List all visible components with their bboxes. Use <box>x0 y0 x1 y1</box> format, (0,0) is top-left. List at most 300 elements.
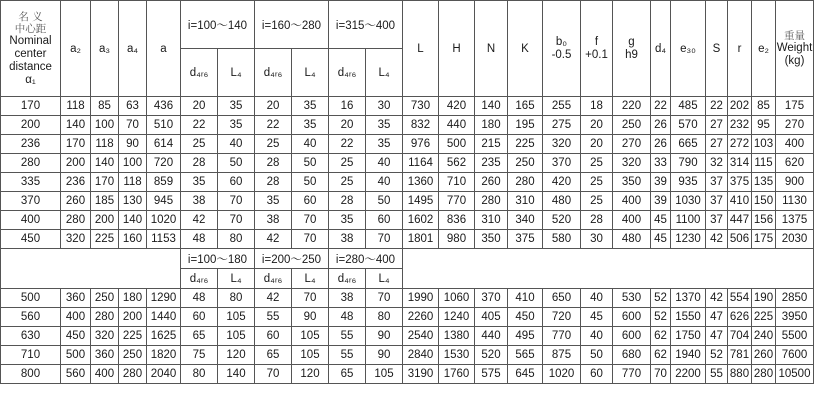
table-cell: 47 <box>706 308 728 327</box>
table-cell: 175 <box>752 230 776 249</box>
table-cell: 22 <box>181 116 218 135</box>
table-cell: 770 <box>613 365 651 384</box>
table-cell: 560 <box>1 308 61 327</box>
table-cell: 560 <box>61 365 91 384</box>
table-cell: 50 <box>218 154 255 173</box>
table-cell: 35 <box>181 173 218 192</box>
table-cell: 90 <box>366 346 403 365</box>
table-cell: 60 <box>581 365 613 384</box>
table-cell: 280 <box>1 154 61 173</box>
table-cell: 2540 <box>403 327 439 346</box>
header-L: L <box>403 1 439 97</box>
table-cell: 710 <box>1 346 61 365</box>
table-cell: 39 <box>651 192 671 211</box>
table-cell: 400 <box>91 365 119 384</box>
table-cell: 480 <box>543 192 581 211</box>
table-cell: 135 <box>752 173 776 192</box>
table-cell: 48 <box>181 289 218 308</box>
table-cell: 240 <box>752 327 776 346</box>
table-cell: 510 <box>147 116 181 135</box>
table-cell: 28 <box>181 154 218 173</box>
table-cell: 270 <box>613 135 651 154</box>
table-cell: 440 <box>475 327 508 346</box>
table-cell: 1801 <box>403 230 439 249</box>
table-cell: 60 <box>255 327 292 346</box>
table-cell: 90 <box>366 327 403 346</box>
table-cell: 70 <box>218 211 255 230</box>
table-cell: 520 <box>475 346 508 365</box>
f-label: f <box>594 35 599 48</box>
table-cell: 150 <box>752 192 776 211</box>
table-cell: 42 <box>706 289 728 308</box>
table-cell: 103 <box>752 135 776 154</box>
header-a4: a₄ <box>119 1 147 97</box>
header-N: N <box>475 1 508 97</box>
table-cell: 60 <box>218 173 255 192</box>
table-cell: 47 <box>706 327 728 346</box>
table-cell: 22 <box>706 97 728 116</box>
table-cell: 42 <box>255 289 292 308</box>
table-cell: 35 <box>218 116 255 135</box>
table-cell: 200 <box>119 308 147 327</box>
table-cell: 1495 <box>403 192 439 211</box>
table-cell: 370 <box>1 192 61 211</box>
nominal-en: Nominal <box>9 34 52 47</box>
table-cell: 27 <box>706 135 728 154</box>
table-cell: 255 <box>543 97 581 116</box>
table-cell: 2030 <box>776 230 814 249</box>
table-cell: 55 <box>255 308 292 327</box>
table-cell: 420 <box>543 173 581 192</box>
table-cell: 55 <box>329 346 366 365</box>
secondary-ratio-group-1: i=100～180 <box>181 249 255 269</box>
table-cell: 875 <box>543 346 581 365</box>
table-cell: 70 <box>218 192 255 211</box>
header-a: a <box>147 1 181 97</box>
table-cell: 1100 <box>671 211 706 230</box>
table-row <box>1 154 814 173</box>
table-cell: 42 <box>706 230 728 249</box>
table-cell: 25 <box>329 173 366 192</box>
table-cell: 880 <box>728 365 752 384</box>
table-cell: 33 <box>651 154 671 173</box>
table-cell: 35 <box>366 135 403 154</box>
table-cell: 600 <box>613 308 651 327</box>
table-cell: 440 <box>439 116 475 135</box>
table-cell: 1990 <box>403 289 439 308</box>
table-cell: 250 <box>91 289 119 308</box>
table-cell: 500 <box>439 135 475 154</box>
table-cell: 2200 <box>671 365 706 384</box>
table-cell: 275 <box>543 116 581 135</box>
table-row <box>1 97 814 116</box>
table-cell: 280 <box>752 365 776 384</box>
table-cell: 38 <box>181 192 218 211</box>
table-cell: 225 <box>119 327 147 346</box>
table-cell: 70 <box>292 230 329 249</box>
table-cell: 170 <box>61 135 91 154</box>
secondary-ratio-group-3: i=280～400 <box>329 249 403 269</box>
header-d-2: d₄ᵣ₆ <box>255 49 292 97</box>
table-cell: 25 <box>181 135 218 154</box>
table-cell: 42 <box>181 211 218 230</box>
table-cell: 260 <box>752 346 776 365</box>
table-cell: 280 <box>61 211 91 230</box>
table-cell: 100 <box>91 116 119 135</box>
secondary-header-L4-3: L₄ <box>366 269 403 289</box>
table-cell: 370 <box>543 154 581 173</box>
table-cell: 562 <box>439 154 475 173</box>
table-cell: 25 <box>581 173 613 192</box>
table-cell: 25 <box>255 135 292 154</box>
table-cell: 140 <box>61 116 91 135</box>
table-body-top <box>1 97 814 249</box>
table-cell: 680 <box>613 346 651 365</box>
table-cell: 65 <box>255 346 292 365</box>
header-S: S <box>706 1 728 97</box>
center-en: center <box>14 47 47 60</box>
table-cell: 60 <box>366 211 403 230</box>
table-cell: 2840 <box>403 346 439 365</box>
table-cell: 645 <box>508 365 543 384</box>
table-cell: 85 <box>752 97 776 116</box>
table-cell: 1750 <box>671 327 706 346</box>
table-cell: 70 <box>292 289 329 308</box>
table-cell: 45 <box>581 308 613 327</box>
table-cell: 3950 <box>776 308 814 327</box>
table-cell: 50 <box>292 173 329 192</box>
header-f <box>581 1 613 97</box>
header-center-distance <box>1 1 61 97</box>
table-cell: 215 <box>475 135 508 154</box>
table-cell: 2040 <box>147 365 181 384</box>
table-cell: 360 <box>91 346 119 365</box>
header-ratio-group-2: i=160～280 <box>255 1 329 49</box>
table-cell: 118 <box>61 97 91 116</box>
table-row <box>1 116 814 135</box>
table-row <box>1 192 814 211</box>
table-cell: 400 <box>1 211 61 230</box>
table-cell: 320 <box>543 135 581 154</box>
table-cell: 20 <box>329 116 366 135</box>
table-cell: 320 <box>61 230 91 249</box>
table-cell: 105 <box>218 327 255 346</box>
table-cell: 16 <box>329 97 366 116</box>
table-cell: 70 <box>119 116 147 135</box>
table-cell: 370 <box>475 289 508 308</box>
table-cell: 375 <box>508 230 543 249</box>
table-cell: 105 <box>366 365 403 384</box>
table-cell: 1550 <box>671 308 706 327</box>
header-L4-2: L₄ <box>292 49 329 97</box>
table-cell: 62 <box>651 346 671 365</box>
table-cell: 20 <box>581 116 613 135</box>
table-cell: 272 <box>728 135 752 154</box>
alpha1-label: α₁ <box>25 73 36 86</box>
table-cell: 28 <box>255 154 292 173</box>
header-r: r <box>728 1 752 97</box>
table-cell: 180 <box>475 116 508 135</box>
table-cell: 70 <box>255 365 292 384</box>
table-cell: 165 <box>508 97 543 116</box>
table-cell: 70 <box>366 230 403 249</box>
table-cell: 1020 <box>543 365 581 384</box>
table-cell: 710 <box>439 173 475 192</box>
weight-cn: 重量 <box>784 29 805 42</box>
table-cell: 410 <box>728 192 752 211</box>
header-g <box>613 1 651 97</box>
header-a2: a₂ <box>61 1 91 97</box>
table-cell: 2850 <box>776 289 814 308</box>
table-cell: 400 <box>61 308 91 327</box>
table-cell: 800 <box>1 365 61 384</box>
table-row <box>1 211 814 230</box>
table-cell: 40 <box>581 327 613 346</box>
secondary-header-d-3: d₄ᵣ₆ <box>329 269 366 289</box>
table-row <box>1 308 814 327</box>
table-cell: 80 <box>366 308 403 327</box>
secondary-header-d-2: d₄ᵣ₆ <box>255 269 292 289</box>
table-cell: 1760 <box>439 365 475 384</box>
table-cell: 20 <box>255 97 292 116</box>
table-cell: 70 <box>651 365 671 384</box>
table-row <box>1 173 814 192</box>
table-cell: 60 <box>181 308 218 327</box>
table-cell: 30 <box>366 97 403 116</box>
table-cell: 770 <box>543 327 581 346</box>
table-cell: 565 <box>508 346 543 365</box>
table-cell: 35 <box>329 211 366 230</box>
table-row <box>1 346 814 365</box>
table-cell: 600 <box>613 327 651 346</box>
table-cell: 170 <box>91 173 119 192</box>
table-cell: 320 <box>91 327 119 346</box>
table-cell: 90 <box>292 308 329 327</box>
table-cell: 236 <box>1 135 61 154</box>
table-cell: 80 <box>218 289 255 308</box>
table-cell: 570 <box>671 116 706 135</box>
table-cell: 450 <box>61 327 91 346</box>
table-cell: 280 <box>475 192 508 211</box>
header-ratio-group-3: i=315～400 <box>329 1 403 49</box>
table-cell: 859 <box>147 173 181 192</box>
table-cell: 22 <box>329 135 366 154</box>
table-cell: 250 <box>508 154 543 173</box>
table-cell: 1060 <box>439 289 475 308</box>
table-cell: 52 <box>651 289 671 308</box>
table-cell: 75 <box>181 346 218 365</box>
table-cell: 236 <box>61 173 91 192</box>
secondary-header-L4-1: L₄ <box>218 269 255 289</box>
table-cell: 400 <box>613 211 651 230</box>
table-cell: 25 <box>329 154 366 173</box>
table-cell: 45 <box>651 230 671 249</box>
table-cell: 18 <box>581 97 613 116</box>
center-cn: 中心距 <box>14 22 47 35</box>
table-cell: 35 <box>366 116 403 135</box>
table-cell: 5500 <box>776 327 814 346</box>
table-cell: 280 <box>119 365 147 384</box>
table-cell: 626 <box>728 308 752 327</box>
table-cell: 202 <box>728 97 752 116</box>
header-e30: e₃₀ <box>671 1 706 97</box>
table-cell: 42 <box>255 230 292 249</box>
table-cell: 225 <box>91 230 119 249</box>
table-cell: 20 <box>181 97 218 116</box>
table-cell: 832 <box>403 116 439 135</box>
table-cell: 935 <box>671 173 706 192</box>
table-cell: 360 <box>61 289 91 308</box>
table-cell: 35 <box>255 192 292 211</box>
table-cell: 38 <box>329 230 366 249</box>
table-cell: 436 <box>147 97 181 116</box>
table-cell: 140 <box>218 365 255 384</box>
table-cell: 25 <box>581 154 613 173</box>
table-cell: 39 <box>651 173 671 192</box>
table-row <box>1 327 814 346</box>
table-cell: 350 <box>475 230 508 249</box>
table-cell: 105 <box>218 308 255 327</box>
table-cell: 45 <box>651 211 671 230</box>
table-cell: 65 <box>329 365 366 384</box>
table-cell: 400 <box>613 192 651 211</box>
table-cell: 790 <box>671 154 706 173</box>
table-cell: 52 <box>651 308 671 327</box>
table-cell: 554 <box>728 289 752 308</box>
table-cell: 1370 <box>671 289 706 308</box>
table-cell: 620 <box>776 154 814 173</box>
table-cell: 1230 <box>671 230 706 249</box>
table-cell: 1530 <box>439 346 475 365</box>
table-cell: 335 <box>1 173 61 192</box>
table-cell: 115 <box>752 154 776 173</box>
table-cell: 260 <box>61 192 91 211</box>
table-cell: 28 <box>255 173 292 192</box>
table-cell: 232 <box>728 116 752 135</box>
table-cell: 3190 <box>403 365 439 384</box>
header-d-1: d₄ᵣ₆ <box>181 49 218 97</box>
table-body-bottom <box>1 289 814 384</box>
header-K: K <box>508 1 543 97</box>
table-row <box>1 135 814 154</box>
table-cell: 1602 <box>403 211 439 230</box>
table-cell: 200 <box>61 154 91 173</box>
table-cell: 250 <box>613 116 651 135</box>
table-cell: 410 <box>508 289 543 308</box>
table-cell: 28 <box>581 211 613 230</box>
table-cell: 260 <box>475 173 508 192</box>
header-a3: a₃ <box>91 1 119 97</box>
table-cell: 63 <box>119 97 147 116</box>
table-cell: 520 <box>543 211 581 230</box>
table-cell: 575 <box>475 365 508 384</box>
table-cell: 225 <box>508 135 543 154</box>
table-cell: 30 <box>581 230 613 249</box>
table-cell: 781 <box>728 346 752 365</box>
table-cell: 160 <box>119 230 147 249</box>
table-cell: 120 <box>292 365 329 384</box>
table-cell: 38 <box>329 289 366 308</box>
b0-label: b₀ <box>555 35 568 48</box>
table-cell: 580 <box>543 230 581 249</box>
table-cell: 1380 <box>439 327 475 346</box>
table-cell: 85 <box>91 97 119 116</box>
table-cell: 1130 <box>776 192 814 211</box>
table-cell: 2260 <box>403 308 439 327</box>
table-cell: 55 <box>706 365 728 384</box>
table-cell: 140 <box>91 154 119 173</box>
table-cell: 720 <box>543 308 581 327</box>
secondary-header-blank-right <box>403 249 814 289</box>
table-cell: 614 <box>147 135 181 154</box>
table-cell: 55 <box>329 327 366 346</box>
table-cell: 100 <box>119 154 147 173</box>
table-cell: 40 <box>366 173 403 192</box>
table-cell: 26 <box>651 135 671 154</box>
table-cell: 52 <box>706 346 728 365</box>
table-cell: 506 <box>728 230 752 249</box>
table-cell: 480 <box>613 230 651 249</box>
table-cell: 900 <box>776 173 814 192</box>
table-cell: 118 <box>119 173 147 192</box>
secondary-header-d-1: d₄ᵣ₆ <box>181 269 218 289</box>
table-cell: 190 <box>752 289 776 308</box>
table-cell: 50 <box>366 192 403 211</box>
table-cell: 1625 <box>147 327 181 346</box>
table-cell: 95 <box>752 116 776 135</box>
table-cell: 450 <box>1 230 61 249</box>
header-L4-1: L₄ <box>218 49 255 97</box>
table-cell: 65 <box>181 327 218 346</box>
table-cell: 836 <box>439 211 475 230</box>
table-cell: 1240 <box>439 308 475 327</box>
table-cell: 350 <box>613 173 651 192</box>
table-cell: 495 <box>508 327 543 346</box>
table-cell: 1820 <box>147 346 181 365</box>
b0-tolerance: -0.5 <box>551 48 572 61</box>
table-cell: 500 <box>61 346 91 365</box>
weight-unit: (kg) <box>784 54 805 67</box>
header-H: H <box>439 1 475 97</box>
table-cell: 280 <box>508 173 543 192</box>
table-cell: 1020 <box>147 211 181 230</box>
table-cell: 48 <box>181 230 218 249</box>
table-cell: 225 <box>752 308 776 327</box>
header-L4-3: L₄ <box>366 49 403 97</box>
table-cell: 118 <box>91 135 119 154</box>
table-cell: 180 <box>119 289 147 308</box>
table-cell: 980 <box>439 230 475 249</box>
table-cell: 80 <box>218 230 255 249</box>
table-cell: 665 <box>671 135 706 154</box>
table-cell: 314 <box>728 154 752 173</box>
table-cell: 105 <box>292 327 329 346</box>
table-cell: 50 <box>581 346 613 365</box>
table-cell: 62 <box>651 327 671 346</box>
table-cell: 80 <box>181 365 218 384</box>
g-tolerance: h9 <box>625 48 638 61</box>
table-cell: 37 <box>706 173 728 192</box>
table-cell: 140 <box>119 211 147 230</box>
table-cell: 37 <box>706 192 728 211</box>
table-cell: 28 <box>329 192 366 211</box>
table-cell: 130 <box>119 192 147 211</box>
table-cell: 450 <box>508 308 543 327</box>
table-cell: 22 <box>651 97 671 116</box>
table-cell: 140 <box>475 97 508 116</box>
table-cell: 40 <box>218 135 255 154</box>
table-cell: 26 <box>651 116 671 135</box>
